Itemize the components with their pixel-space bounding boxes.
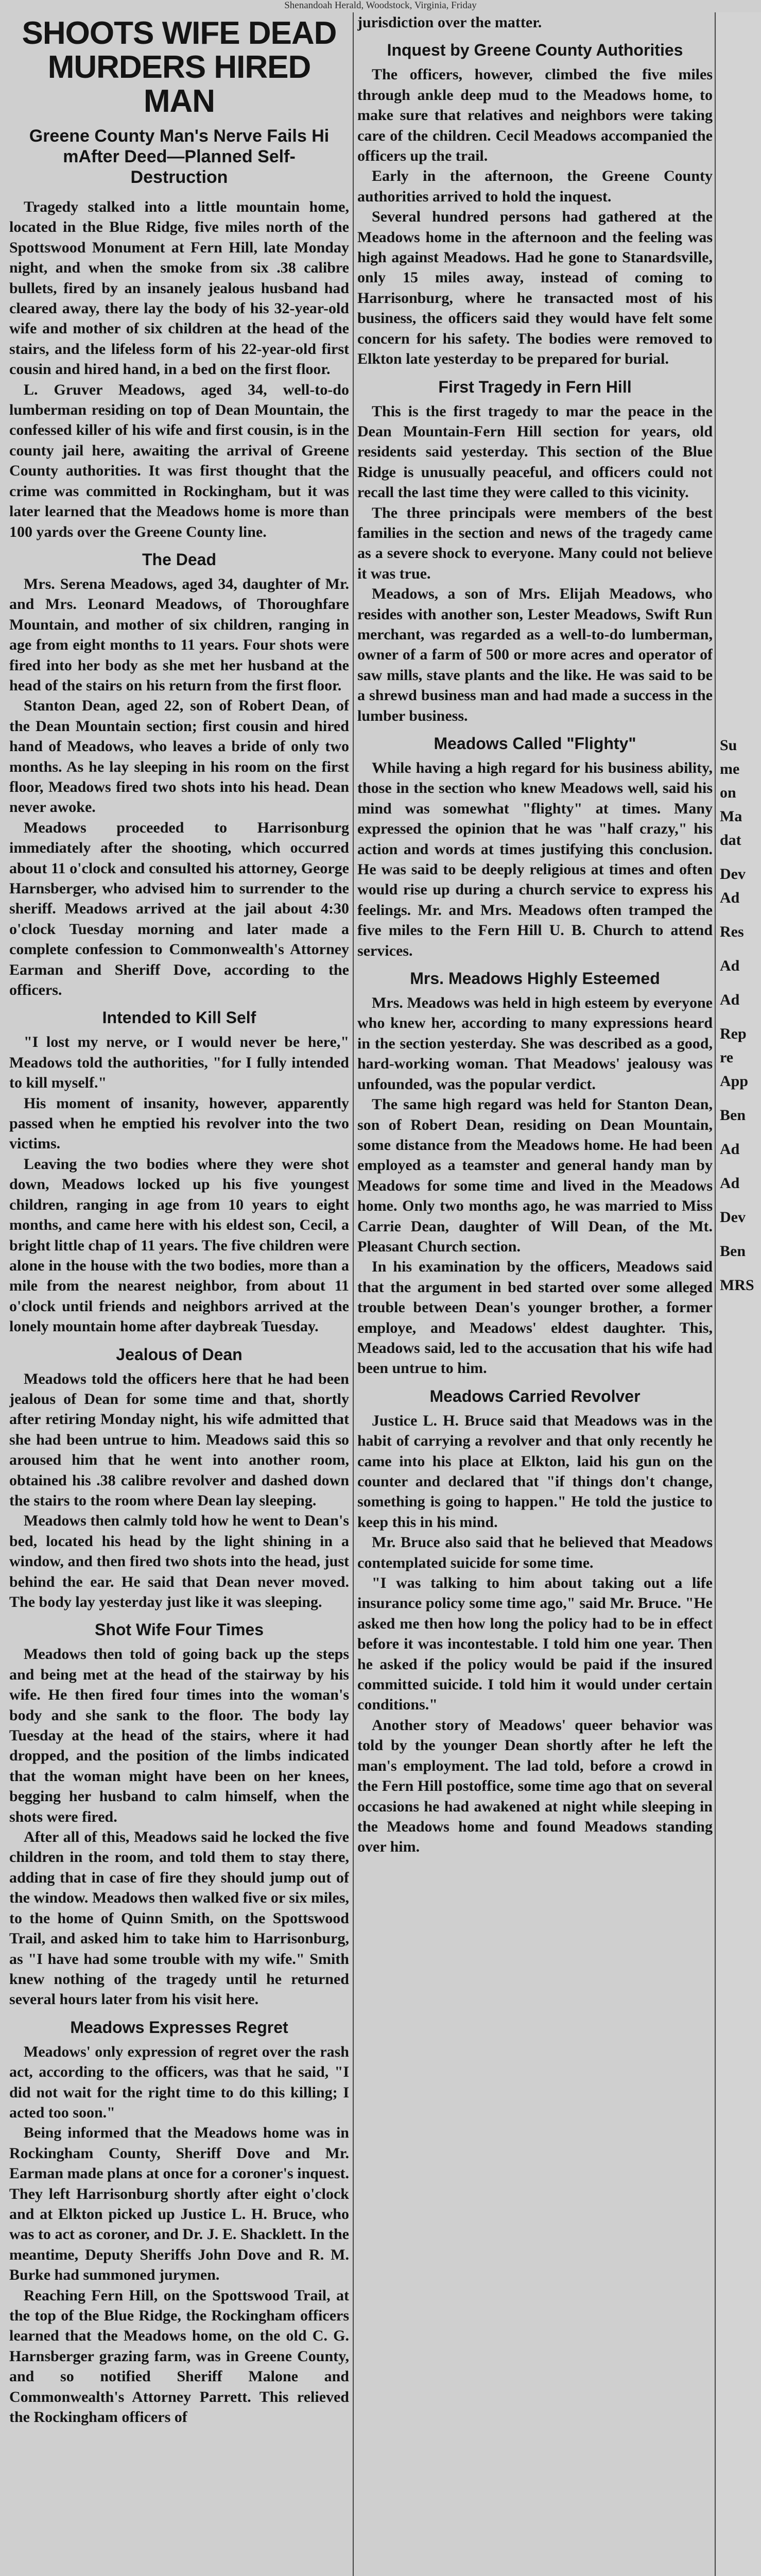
paragraph: Mr. Bruce also said that he believed that Meadows contemplated suicide for some time. bbox=[357, 1534, 713, 1571]
right-fragment: Ad bbox=[720, 991, 740, 1008]
right-fragment: MRS bbox=[720, 1277, 754, 1294]
subhead: The Dead bbox=[142, 550, 217, 569]
paragraph: Being informed that the Meadows home was in Rockingham County, Sheriff Dove and Mr. Earman made plans at once for a coroner's inquest. They left Harrisonburg shortly after eight o'clock and at Elkton picked up Justice L. H. Bruce, who was to act as coroner, and Dr. J. E. Shacklett. In the meantime, Deputy Sheriffs John Dove and R. M. Burke had summoned jurymen. bbox=[9, 2124, 349, 2284]
column-rule bbox=[715, 12, 716, 2576]
paragraph: Meadows, a son of Mrs. Elijah Meadows, who resides with another son, Lester Meadows, Swift Run merchant, was regarded as a well-to-do lumberman, owner of a farm of 500 or more acres and operator of saw mills, stave plants and the like. He was said to be a shrewd business man and had made a success in the lumber business. bbox=[357, 585, 713, 724]
left-column bbox=[9, 12, 349, 2576]
paragraph: After all of this, Meadows said he locked the five children in the room, and told them to stay there, adding that in case of fire they should jump out of the window. Meadows then walked five or six miles, to the home of Quinn Smith, on the Spottswood Trail, and asked him to take him to Harrisonburg, as "I have had some trouble with my wife." Smith knew nothing of the tragedy until he returned several hours later from his visit here. bbox=[9, 1828, 349, 2008]
paragraph: While having a high regard for his business ability, those in the section who knew Meadows well, said his mind was somewhat "flighty" at times. Many expressed the opinion that he was "half crazy," his action and words at times justifying this conclusion. He was said to be deeply religious at times and often would rise up during a church service to express his feelings. Mr. and Mrs. Meadows often tramped the five miles to the Fern Hill U. B. Church to attend services. bbox=[357, 759, 713, 959]
paragraph: Mrs. Meadows was held in high esteem by everyone who knew her, according to many expressions heard in the section yesterday. She was described as a good, hard-working woman. That Meadows' jealousy was unfounded, was the popular verdict. bbox=[357, 994, 713, 1093]
paragraph: In his examination by the officers, Meadows said that the argument in bed started over some alleged trouble between Dean's younger brother, a former employe, and Meadows' eldest daughter. This, Meadows said, led to the accusation that his wife had been untrue to him. bbox=[357, 1258, 713, 1377]
right-column-cropped bbox=[717, 12, 761, 2576]
right-fragment: dat bbox=[720, 832, 741, 849]
right-fragment: re bbox=[720, 1049, 734, 1066]
paragraph: The officers, however, climbed the five miles through ankle deep mud to the Meadows home, to make sure that relatives and neighbors were taking care of the children. Cecil Meadows accompanied the officers up the trail. bbox=[357, 66, 713, 165]
right-fragment: Dev bbox=[720, 1209, 746, 1226]
subhead: Meadows Carried Revolver bbox=[429, 1386, 641, 1405]
right-fragment: Ad bbox=[720, 889, 740, 906]
paragraph: His moment of insanity, however, apparently passed when he emptied his revolver into the two victims. bbox=[9, 1094, 349, 1153]
paragraph: "I was talking to him about taking out a life insurance policy some time ago," said Mr. Bruce. "He asked me then how long the policy had to be in effect before it was incontestable. I told him one year. Then he asked if the policy would be paid if the insured committed suicide. I told him it would under certain conditions." bbox=[357, 1574, 713, 1714]
paragraph: The three principals were members of the best families in the section and news of the tragedy came as a severe shock to everyone. Many could not believe it was true. bbox=[357, 504, 713, 582]
right-fragment: me bbox=[720, 760, 740, 777]
paragraph: "I lost my nerve, or I would never be here," Meadows told the authorities, "for I fully intended to kill myself." bbox=[9, 1033, 349, 1092]
right-fragment: Ad bbox=[720, 1175, 740, 1192]
right-fragment: Rep bbox=[720, 1025, 747, 1042]
subhead: Intended to Kill Self bbox=[102, 1008, 256, 1027]
right-fragment: App bbox=[720, 1073, 749, 1090]
paragraph: Another story of Meadows' queer behavior was told by the younger Dean shortly after he left the man's employment. The lad told, before a crowd in the Fern Hill postoffice, some time ago that on several occasions he had awakened at night while sleeping in the Meadows home and found Meadows standing over him. bbox=[357, 1716, 713, 1856]
deck: Greene County Man's Nerve Fails Hi mAfter Deed—Planned Self-Destruction bbox=[29, 126, 330, 187]
column-rule bbox=[353, 12, 354, 2576]
paragraph: Stanton Dean, aged 22, son of Robert Dean, of the Dean Mountain section; first cousin and hired hand of Meadows, who leaves a bride of only two months. As he lay sleeping in his room on the first floor, Meadows fired two shots into his head. Dean never awoke. bbox=[9, 697, 349, 816]
subhead: First Tragedy in Fern Hill bbox=[438, 377, 632, 396]
right-fragment: Su bbox=[720, 737, 737, 754]
subhead: Jealous of Dean bbox=[116, 1345, 243, 1364]
right-fragment: Res bbox=[720, 923, 744, 940]
paragraph: The same high regard was held for Stanton Dean, son of Robert Dean, residing on Dean Mountain, some distance from the Meadows home. He had been employed as a teamster and general handy man by Meadows for some time and lived in the Meadows home. Only two months ago, he was married to Miss Carrie Dean, daughter of Will Dean, of the Mt. Pleasant Church section. bbox=[357, 1096, 713, 1255]
paragraph: jurisdiction over the matter. bbox=[357, 14, 542, 31]
paragraph: Early in the afternoon, the Greene County authorities arrived to hold the inquest. bbox=[357, 167, 713, 205]
right-fragment: Ad bbox=[720, 957, 740, 974]
right-fragment: on bbox=[720, 784, 736, 801]
paragraph: Meadows then calmly told how he went to Dean's bed, located his head by the light shining in a window, and then fired two shots into the head, just behind the ear. He said that Dean never moved. The body lay yesterday just like it was sleeping. bbox=[9, 1512, 349, 1611]
paragraph: Meadows' only expression of regret over the rash act, according to the officers, was that he said, "I did not wait for the right time to do this killing; I acted too soon." bbox=[9, 2043, 349, 2121]
middle-column bbox=[357, 12, 713, 2576]
subhead: Meadows Called "Flighty" bbox=[434, 734, 636, 753]
paragraph: This is the first tragedy to mar the peace in the Dean Mountain-Fern Hill section for years, old residents said yesterday. This section of the Blue Ridge is unusually peaceful, and officers could not recall the last time they were called to this vicinity. bbox=[357, 402, 713, 501]
paragraph: Mrs. Serena Meadows, aged 34, daughter of Mr. and Mrs. Leonard Meadows, of Thoroughfare Mountain, and mother of six children, ranging in age from eight months to 11 years. Four shots were fired into her body as she met her husband at the head of the stairs on his return from the first floor. bbox=[9, 575, 349, 694]
subhead: Mrs. Meadows Highly Esteemed bbox=[410, 969, 660, 988]
paragraph: Justice L. H. Bruce said that Meadows was in the habit of carrying a revolver and that only recently he came into his place at Elkton, laid his gun on the counter and declared that "if things don't change, something is going to happen." He told the justice to keep this in his mind. bbox=[357, 1412, 713, 1531]
headline: SHOOTS WIFE DEAD MURDERS HIRED MAN bbox=[22, 15, 337, 119]
paragraph: Leaving the two bodies where they were shot down, Meadows locked up his five youngest children, ranging in age from 10 years to eight months, and came here with his eldest son, Cecil, a bright little chap of 11 years. The five children were alone in the house with the two bodies, more than a mile from the nearest neighbor, from about 11 o'clock until friends and neighbors arrived at the lonely mountain home after daybreak Tuesday. bbox=[9, 1155, 349, 1335]
subhead: Shot Wife Four Times bbox=[94, 1620, 264, 1639]
masthead: Shenandoah Herald, Woodstock, Virginia, Friday bbox=[284, 0, 477, 11]
paragraph: L. Gruver Meadows, aged 34, well-to-do lumberman residing on top of Dean Mountain, the confessed killer of his wife and first cousin, is in the county jail here, awaiting the arrival of Greene County authorities. It was first thought that the crime was committed in Rockingham, but it was later learned that the Meadows home is more than 100 yards over the Greene County line. bbox=[9, 381, 349, 540]
right-fragment: Ben bbox=[720, 1243, 746, 1260]
paragraph: Reaching Fern Hill, on the Spottswood Trail, at the top of the Blue Ridge, the Rockingham officers learned that the Meadows home, on the old C. G. Harnsberger grazing farm, was in Greene County, and so notified Sheriff Malone and Commonwealth's Attorney Parrett. This relieved the Rockingham officers of bbox=[9, 2286, 349, 2426]
right-fragment: Ma bbox=[720, 808, 742, 825]
paragraph: Meadows then told of going back up the steps and being met at the head of the stairway by his wife. He then fired four times into the woman's body and she sank to the floor. The body lay Tuesday at the head of the stairs, where it had dropped, and the position of the limbs indicated that the woman might have been on her knees, begging her husband to calm himself, when the shots were fired. bbox=[9, 1646, 349, 1825]
right-fragment: Ben bbox=[720, 1107, 746, 1124]
right-fragment: Dev bbox=[720, 866, 746, 883]
paragraph: Meadows proceeded to Harrisonburg immediately after the shooting, which occurred about 11 o'clock and consulted his attorney, George Harnsberger, who advised him to surrender to the sheriff. Meadows arrived at the jail about 4:30 o'clock Tuesday morning and later made a complete confession to Commonwealth's Attorney Earman and Sheriff Dove, according to the officers. bbox=[9, 819, 349, 999]
paragraph: Several hundred persons had gathered at the Meadows home in the afternoon and the feeling was high against Meadows. Had he gone to Stanardsville, only 15 miles away, instead of coming to Harrisonburg, where he transacted most of his business, the officers said they would have felt some concern for his safety. The bodies were removed to Elkton late yesterday to be prepared for burial. bbox=[357, 208, 713, 368]
right-fragment: Ad bbox=[720, 1141, 740, 1158]
paragraph: Tragedy stalked into a little mountain home, located in the Blue Ridge, five miles north of the Spottswood Monument at Fern Hill, late Monday night, and when the smoke from six .38 calibre bullets, fired by an insanely jealous husband had cleared away, there lay the body of his 32-year-old wife and mother of six children at the head of the stairs, and the lifeless form of his 22-year-old first cousin and hired hand, in a bed on the first floor. bbox=[9, 198, 349, 378]
paragraph: Meadows told the officers here that he had been jealous of Dean for some time and that, shortly after retiring Monday night, his wife admitted that she had been untrue to him. Meadows said this so aroused him that he went into another room, obtained his .38 calibre revolver and dashed down the stairs to the room where Dean lay sleeping. bbox=[9, 1370, 349, 1509]
subhead: Inquest by Greene County Authorities bbox=[387, 41, 683, 60]
subhead: Meadows Expresses Regret bbox=[70, 2018, 288, 2037]
